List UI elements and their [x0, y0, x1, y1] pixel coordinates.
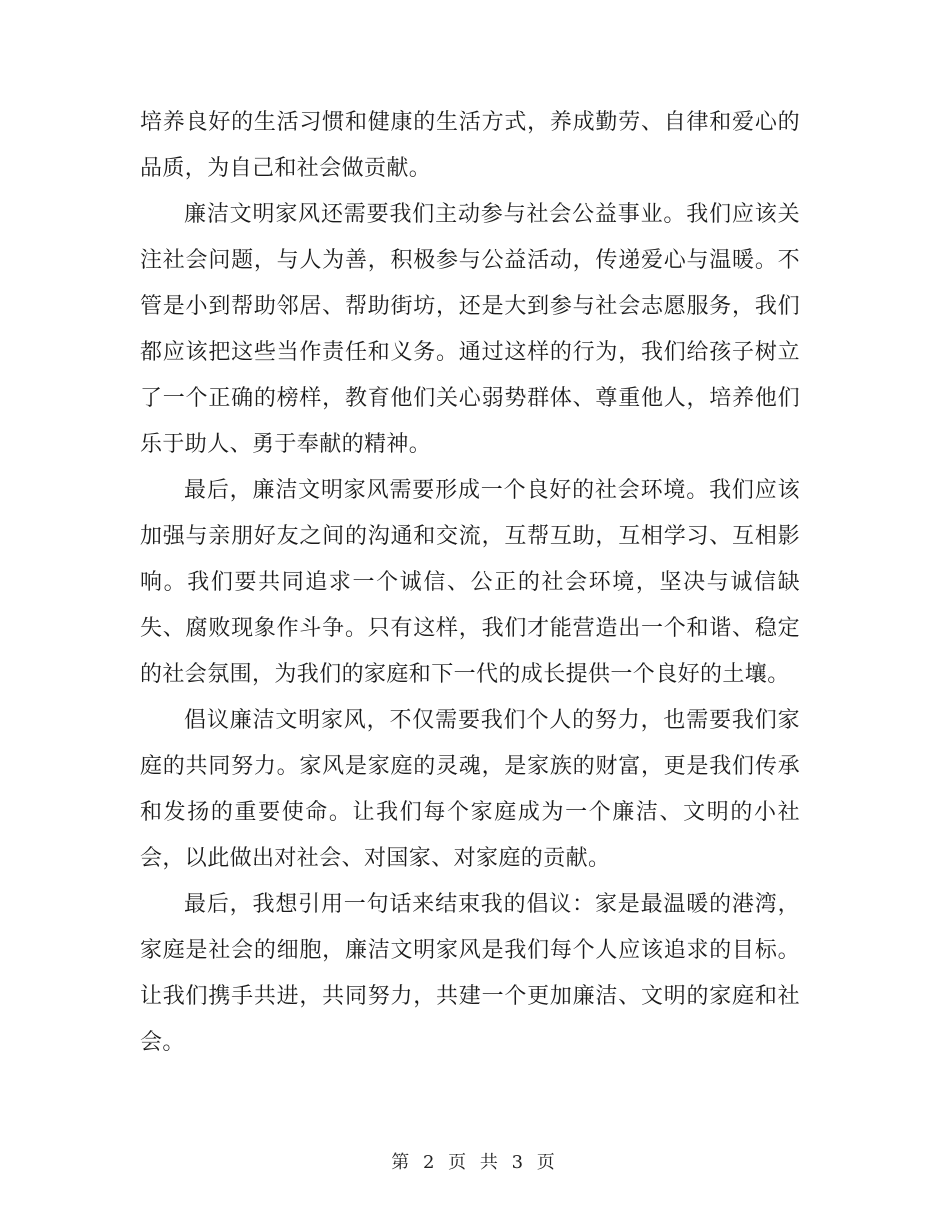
document-body — [140, 100, 800, 1066]
paragraph-2: 廉洁文明家风还需要我们主动参与社会公益事业。我们应该关注社会问题，与人为善，积极参与公益活动，传递爱心与温暖。不管是小到帮助邻居、帮助街坊，还是大到参与社会志愿服务，我们都应该把这些当作责任和义务。通过这样的行为，我们给孩子树立了一个正确的榜样，教育他们关心弱势群体、尊重他人，培养他们乐于助人、勇于奉献的精神。 — [140, 202, 800, 457]
paragraph-1: 培养良好的生活习惯和健康的生活方式，养成勤劳、自律和爱心的品质，为自己和社会做贡献。 — [140, 110, 800, 181]
paragraph-5: 最后，我想引用一句话来结束我的倡议：家是最温暖的港湾，家庭是社会的细胞，廉洁文明家风是我们每个人应该追求的目标。让我们携手共进，共同努力，共建一个更加廉洁、文明的家庭和社会。 — [140, 892, 800, 1055]
paragraph-3: 最后，廉洁文明家风需要形成一个良好的社会环境。我们应该加强与亲朋好友之间的沟通和交流，互帮互助，互相学习、互相影响。我们要共同追求一个诚信、公正的社会环境，坚决与诚信缺失、腐败现象作斗争。只有这样，我们才能营造出一个和谐、稳定的社会氛围，为我们的家庭和下一代的成长提供一个良好的土壤。 — [140, 478, 800, 687]
page-number-footer: 第 2 页 共 3 页 — [391, 1152, 559, 1173]
paragraph-4: 倡议廉洁文明家风，不仅需要我们个人的努力，也需要我们家庭的共同努力。家风是家庭的灵魂，是家族的财富，更是我们传承和发扬的重要使命。让我们每个家庭成为一个廉洁、文明的小社会，以此做出对社会、对国家、对家庭的贡献。 — [140, 708, 800, 871]
